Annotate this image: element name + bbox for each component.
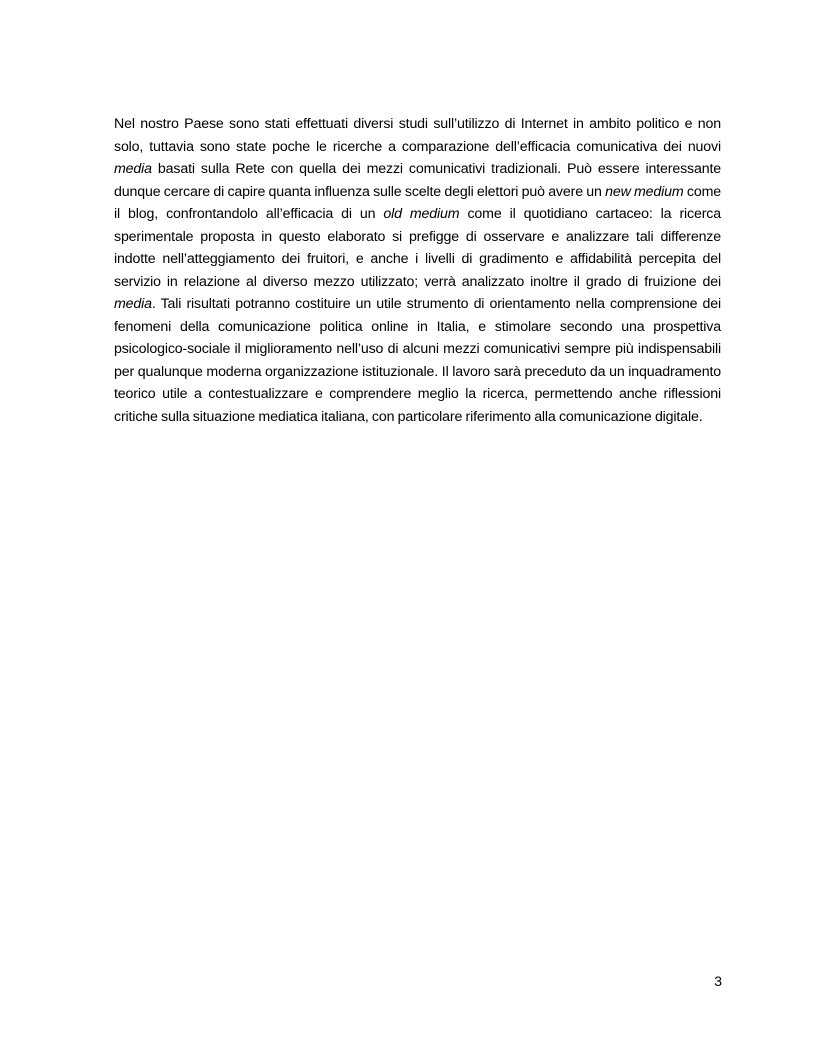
- paragraph-text: basati sulla Rete con quella dei mezzi comunicativi tradizionali. Può essere interessante dunque cercare di capire quanta influenza sulle scelte degli elettori può avere un: [114, 161, 721, 200]
- italic-term-old-medium: old medium: [383, 206, 460, 222]
- paragraph-text: . Tali risultati potranno costituire un utile strumento di orientamento nella comprensione dei fenomeni della comunicazione politica online in Italia, e stimolare secondo una prospettiva psicologico-sociale il miglioramento nell’uso di alcuni mezzi comunicativi sempre più indispensabili per qualunque moderna organizzazione istituzionale. Il lavoro sarà preceduto da un inquadramento teorico utile a contestualizzare e comprendere meglio la ricerca, permettendo anche riflessioni critiche sulla situazione mediatica italiana, con particolare riferimento alla comunicazione digitale.: [114, 296, 721, 425]
- paragraph-text: come il blog, confrontandolo all’efficacia di un: [114, 183, 722, 222]
- italic-term-media: media: [114, 161, 152, 177]
- body-paragraph: [114, 113, 721, 428]
- italic-term-new-medium: new medium: [605, 183, 684, 200]
- page-number: 3: [714, 973, 722, 989]
- italic-term-media: media: [114, 296, 152, 312]
- paragraph-text: come il quotidiano cartaceo: la ricerca sperimentale proposta in questo elaborato si prefigge di osservare e analizzare tali differenze indotte nell’atteggiamento dei fruitori, e anche i livelli di gradimento e affidabilità percepita del servizio in relazione al diverso mezzo utilizzato; verrà analizzato inoltre il grado di fruizione dei: [114, 206, 721, 290]
- paragraph-text: Nel nostro Paese sono stati effettuati diversi studi sull’utilizzo di Internet in ambito politico e non solo, tuttavia sono state poche le ricerche a comparazione dell’efficacia comunicativa dei nuovi: [114, 116, 721, 155]
